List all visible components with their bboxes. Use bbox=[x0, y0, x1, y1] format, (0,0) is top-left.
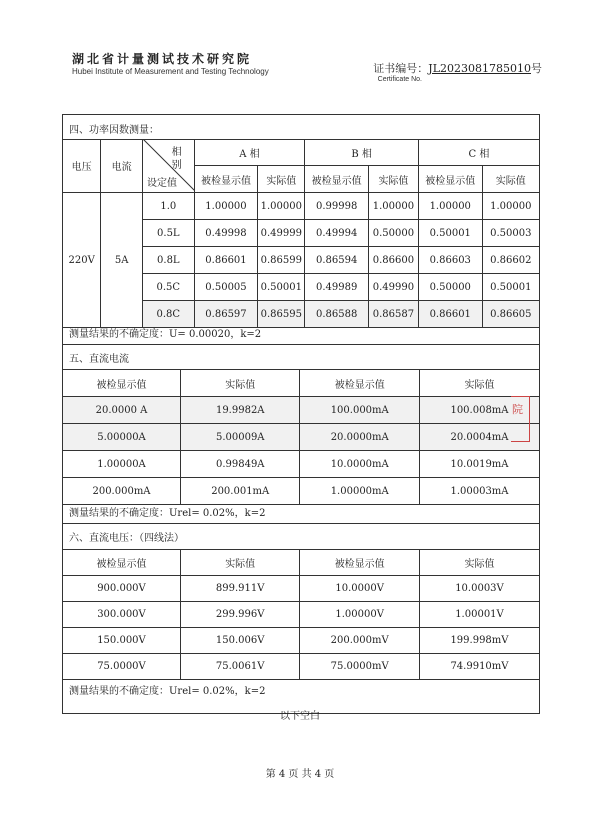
cell: 0.99849A bbox=[181, 451, 300, 478]
header-voltage: 电压 bbox=[63, 139, 101, 193]
set-value: 0.5L bbox=[142, 220, 194, 247]
cell: 75.0000V bbox=[63, 654, 180, 680]
cell: 0.50001 bbox=[258, 274, 305, 301]
phase-a-header: A 相 bbox=[194, 139, 305, 166]
sub-actual-a: 实际值 bbox=[258, 166, 305, 193]
cell: 0.86587 bbox=[369, 301, 419, 328]
cell: 10.0019mA bbox=[419, 451, 539, 478]
dc-current-table bbox=[63, 369, 539, 505]
table-header-row bbox=[63, 550, 539, 576]
uncertainty-value: U= 0.00020，k=2 bbox=[169, 329, 262, 340]
cell: 200.000mV bbox=[300, 628, 420, 654]
cell: 0.49999 bbox=[258, 220, 305, 247]
blank-below-note: 以下空白 bbox=[280, 711, 320, 722]
cell: 0.86601 bbox=[418, 301, 482, 328]
cell: 0.50000 bbox=[369, 220, 419, 247]
cell: 0.86603 bbox=[418, 247, 482, 274]
dc-voltage-table bbox=[63, 549, 539, 680]
col-header: 被检显示值 bbox=[63, 550, 180, 576]
sub-display-c: 被检显示值 bbox=[418, 166, 482, 193]
col-header: 被检显示值 bbox=[300, 550, 420, 576]
table-row bbox=[63, 602, 539, 628]
table-row bbox=[63, 628, 539, 654]
section-5-title: 五、直流电流 bbox=[69, 354, 129, 365]
uncertainty-label: 测量结果的不确定度： bbox=[69, 686, 169, 697]
institute-name-en: Hubei Institute of Measurement and Testing Technology bbox=[72, 67, 269, 76]
cell: 0.86595 bbox=[258, 301, 305, 328]
cell: 150.000V bbox=[63, 628, 180, 654]
section-5-uncertainty bbox=[69, 504, 265, 519]
header-phase-setvalue bbox=[142, 139, 194, 193]
cell: 0.50000 bbox=[418, 274, 482, 301]
cell: 0.49990 bbox=[369, 274, 419, 301]
cell: 0.50005 bbox=[194, 274, 258, 301]
set-value: 1.0 bbox=[142, 193, 194, 220]
cell: 200.000mA bbox=[63, 478, 181, 505]
cell: 300.000V bbox=[63, 602, 180, 628]
set-value: 0.8C bbox=[142, 301, 194, 328]
cell: 0.99998 bbox=[305, 193, 369, 220]
section-6-uncertainty bbox=[69, 682, 265, 697]
cell: 0.86601 bbox=[194, 247, 258, 274]
cell: 0.86605 bbox=[482, 301, 539, 328]
document-header bbox=[72, 50, 542, 83]
col-header: 被检显示值 bbox=[300, 370, 419, 397]
cell: 1.00000 bbox=[418, 193, 482, 220]
certificate-number bbox=[373, 60, 542, 76]
cell: 74.9910mV bbox=[419, 654, 539, 680]
cert-label-en: Certificate No. bbox=[377, 76, 422, 83]
cell: 899.911V bbox=[180, 576, 299, 602]
sub-actual-c: 实际值 bbox=[482, 166, 539, 193]
cell: 1.00001V bbox=[419, 602, 539, 628]
cell: 0.86588 bbox=[305, 301, 369, 328]
cell: 1.00000mA bbox=[300, 478, 419, 505]
section-4-uncertainty bbox=[69, 325, 261, 340]
setvalue-label: 设定值 bbox=[146, 178, 177, 189]
table-row bbox=[63, 193, 539, 220]
cell: 1.00000 bbox=[369, 193, 419, 220]
phase-label-1: 相 bbox=[171, 147, 182, 158]
set-value: 0.8L bbox=[142, 247, 194, 274]
uncertainty-label: 测量结果的不确定度： bbox=[69, 329, 169, 340]
cell: 0.86594 bbox=[305, 247, 369, 274]
cell: 0.50001 bbox=[482, 274, 539, 301]
page-number: 第 4 页 共 4 页 bbox=[265, 769, 335, 780]
section-4-title: 四、功率因数测量： bbox=[69, 125, 159, 136]
cell: 200.001mA bbox=[181, 478, 300, 505]
cell: 1.00003mA bbox=[419, 478, 539, 505]
results-sheet bbox=[62, 114, 540, 714]
table-row bbox=[63, 451, 539, 478]
cell: 19.9982A bbox=[181, 397, 300, 424]
cell: 0.50001 bbox=[418, 220, 482, 247]
sub-display-b: 被检显示值 bbox=[305, 166, 369, 193]
cell: 0.86597 bbox=[194, 301, 258, 328]
sub-display-a: 被检显示值 bbox=[194, 166, 258, 193]
cell: 900.000V bbox=[63, 576, 180, 602]
power-factor-table bbox=[63, 139, 539, 328]
cell: 0.86600 bbox=[369, 247, 419, 274]
cell: 299.996V bbox=[180, 602, 299, 628]
cell: 75.0000mV bbox=[300, 654, 420, 680]
col-header: 实际值 bbox=[181, 370, 300, 397]
cell: 100.008mA bbox=[419, 397, 539, 424]
red-seal-stamp bbox=[511, 396, 530, 442]
cell: 5.00000A bbox=[63, 424, 181, 451]
table-row bbox=[63, 654, 539, 680]
set-value: 0.5C bbox=[142, 274, 194, 301]
current-value: 5A bbox=[101, 193, 143, 328]
cell: 0.49998 bbox=[194, 220, 258, 247]
cell: 1.00000 bbox=[482, 193, 539, 220]
cell: 0.50003 bbox=[482, 220, 539, 247]
uncertainty-label: 测量结果的不确定度： bbox=[69, 508, 169, 519]
cell: 0.86602 bbox=[482, 247, 539, 274]
sub-actual-b: 实际值 bbox=[369, 166, 419, 193]
cell: 10.0003V bbox=[419, 576, 539, 602]
cell: 1.00000 bbox=[194, 193, 258, 220]
col-header: 实际值 bbox=[419, 370, 539, 397]
cell: 100.000mA bbox=[300, 397, 419, 424]
table-row bbox=[63, 424, 539, 451]
cell: 10.0000V bbox=[300, 576, 420, 602]
uncertainty-value: Urel= 0.02%，k=2 bbox=[169, 508, 266, 519]
cell: 20.0000 A bbox=[63, 397, 181, 424]
table-header-row bbox=[63, 370, 539, 397]
cell: 20.0000mA bbox=[300, 424, 419, 451]
header-current: 电流 bbox=[101, 139, 143, 193]
cell: 5.00009A bbox=[181, 424, 300, 451]
uncertainty-value: Urel= 0.02%，k=2 bbox=[169, 686, 266, 697]
cell: 20.0004mA bbox=[419, 424, 539, 451]
cell: 1.00000A bbox=[63, 451, 181, 478]
phase-c-header: C 相 bbox=[418, 139, 539, 166]
cell: 0.49994 bbox=[305, 220, 369, 247]
cell: 75.0061V bbox=[180, 654, 299, 680]
stamp-text: 院 bbox=[512, 403, 523, 416]
col-header: 实际值 bbox=[180, 550, 299, 576]
table-row bbox=[63, 576, 539, 602]
phase-b-header: B 相 bbox=[305, 139, 419, 166]
table-row bbox=[63, 397, 539, 424]
cell: 0.49989 bbox=[305, 274, 369, 301]
col-header: 被检显示值 bbox=[63, 370, 181, 397]
col-header: 实际值 bbox=[419, 550, 539, 576]
cert-label: 证书编号： bbox=[373, 62, 429, 75]
cell: 150.006V bbox=[180, 628, 299, 654]
cell: 0.86599 bbox=[258, 247, 305, 274]
section-6-title: 六、直流电压：（四线法） bbox=[69, 533, 184, 544]
cert-number-value: JL2023081785010 bbox=[428, 62, 531, 75]
table-row bbox=[63, 478, 539, 505]
cell: 199.998mV bbox=[419, 628, 539, 654]
institute-name-cn: 湖北省计量测试技术研究院 bbox=[72, 52, 253, 66]
phase-label-2: 别 bbox=[171, 160, 182, 171]
cell: 10.0000mA bbox=[300, 451, 419, 478]
cell: 1.00000 bbox=[258, 193, 305, 220]
cert-suffix: 号 bbox=[531, 62, 542, 75]
cell: 1.00000V bbox=[300, 602, 420, 628]
voltage-value: 220V bbox=[63, 193, 101, 328]
